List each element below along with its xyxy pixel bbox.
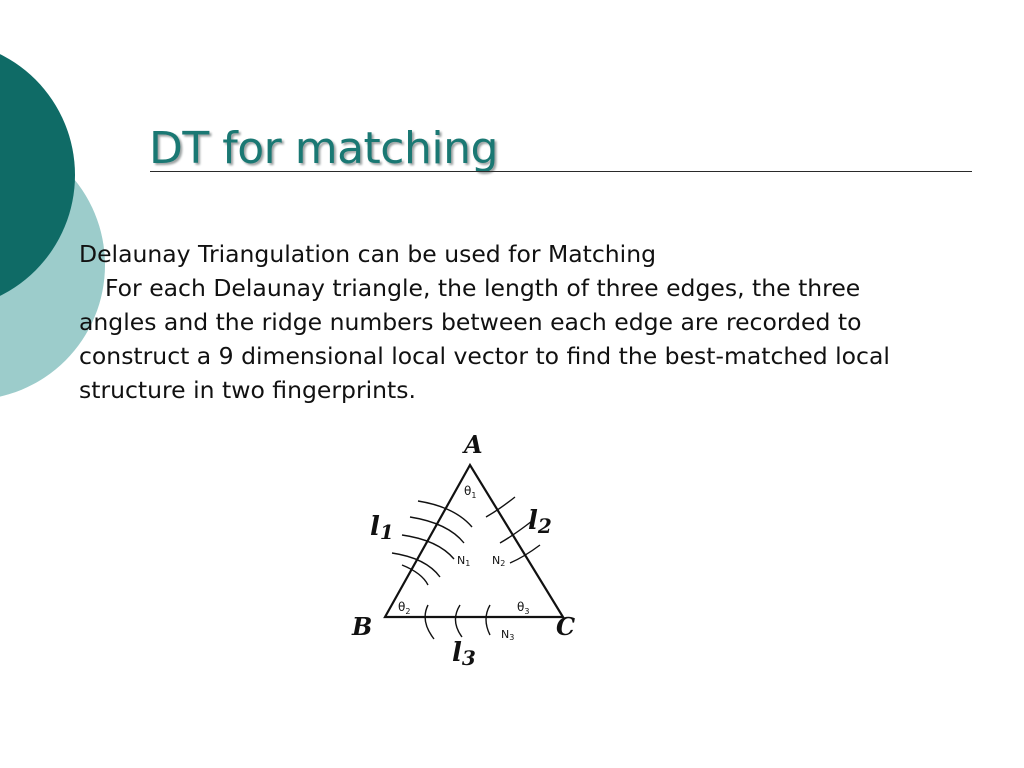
ridge-count-n2-label: N2 bbox=[492, 554, 506, 568]
edge-l3-label: l3 bbox=[452, 638, 476, 670]
ridge-lines-ab bbox=[392, 501, 472, 585]
body-line-3: angles and the ridge numbers between each edge are recorded to bbox=[79, 308, 862, 336]
body-line-1: Delaunay Triangulation can be used for Matching bbox=[79, 240, 657, 268]
edge-l2-label: l2 bbox=[528, 506, 552, 538]
delaunay-triangle bbox=[385, 465, 563, 617]
angle-theta1-label: $\theta_1$ bbox=[464, 484, 477, 500]
edge-l1-label: l1 bbox=[370, 512, 394, 544]
slide-title: DT for matching bbox=[149, 123, 498, 174]
vertex-b-label: B bbox=[352, 612, 373, 641]
ridge-lines-bc bbox=[425, 605, 490, 639]
vertex-c-label: C bbox=[556, 612, 576, 641]
angle-theta3-label: $\theta_3$ bbox=[517, 600, 530, 616]
body-line-4: construct a 9 dimensional local vector to find the best-matched local bbox=[79, 342, 890, 370]
ridge-count-n1-label: N1 bbox=[457, 554, 471, 568]
vertex-a-label: A bbox=[464, 430, 483, 459]
title-underline bbox=[150, 171, 972, 172]
triangle-diagram bbox=[340, 425, 600, 675]
body-line-5: structure in two fingerprints. bbox=[79, 376, 416, 404]
angle-theta2-label: $\theta_2$ bbox=[398, 600, 411, 616]
body-line-2: For each Delaunay triangle, the length of three edges, the three bbox=[105, 274, 861, 302]
slide-body bbox=[79, 237, 979, 407]
ridge-count-n3-label: N3 bbox=[501, 628, 515, 642]
